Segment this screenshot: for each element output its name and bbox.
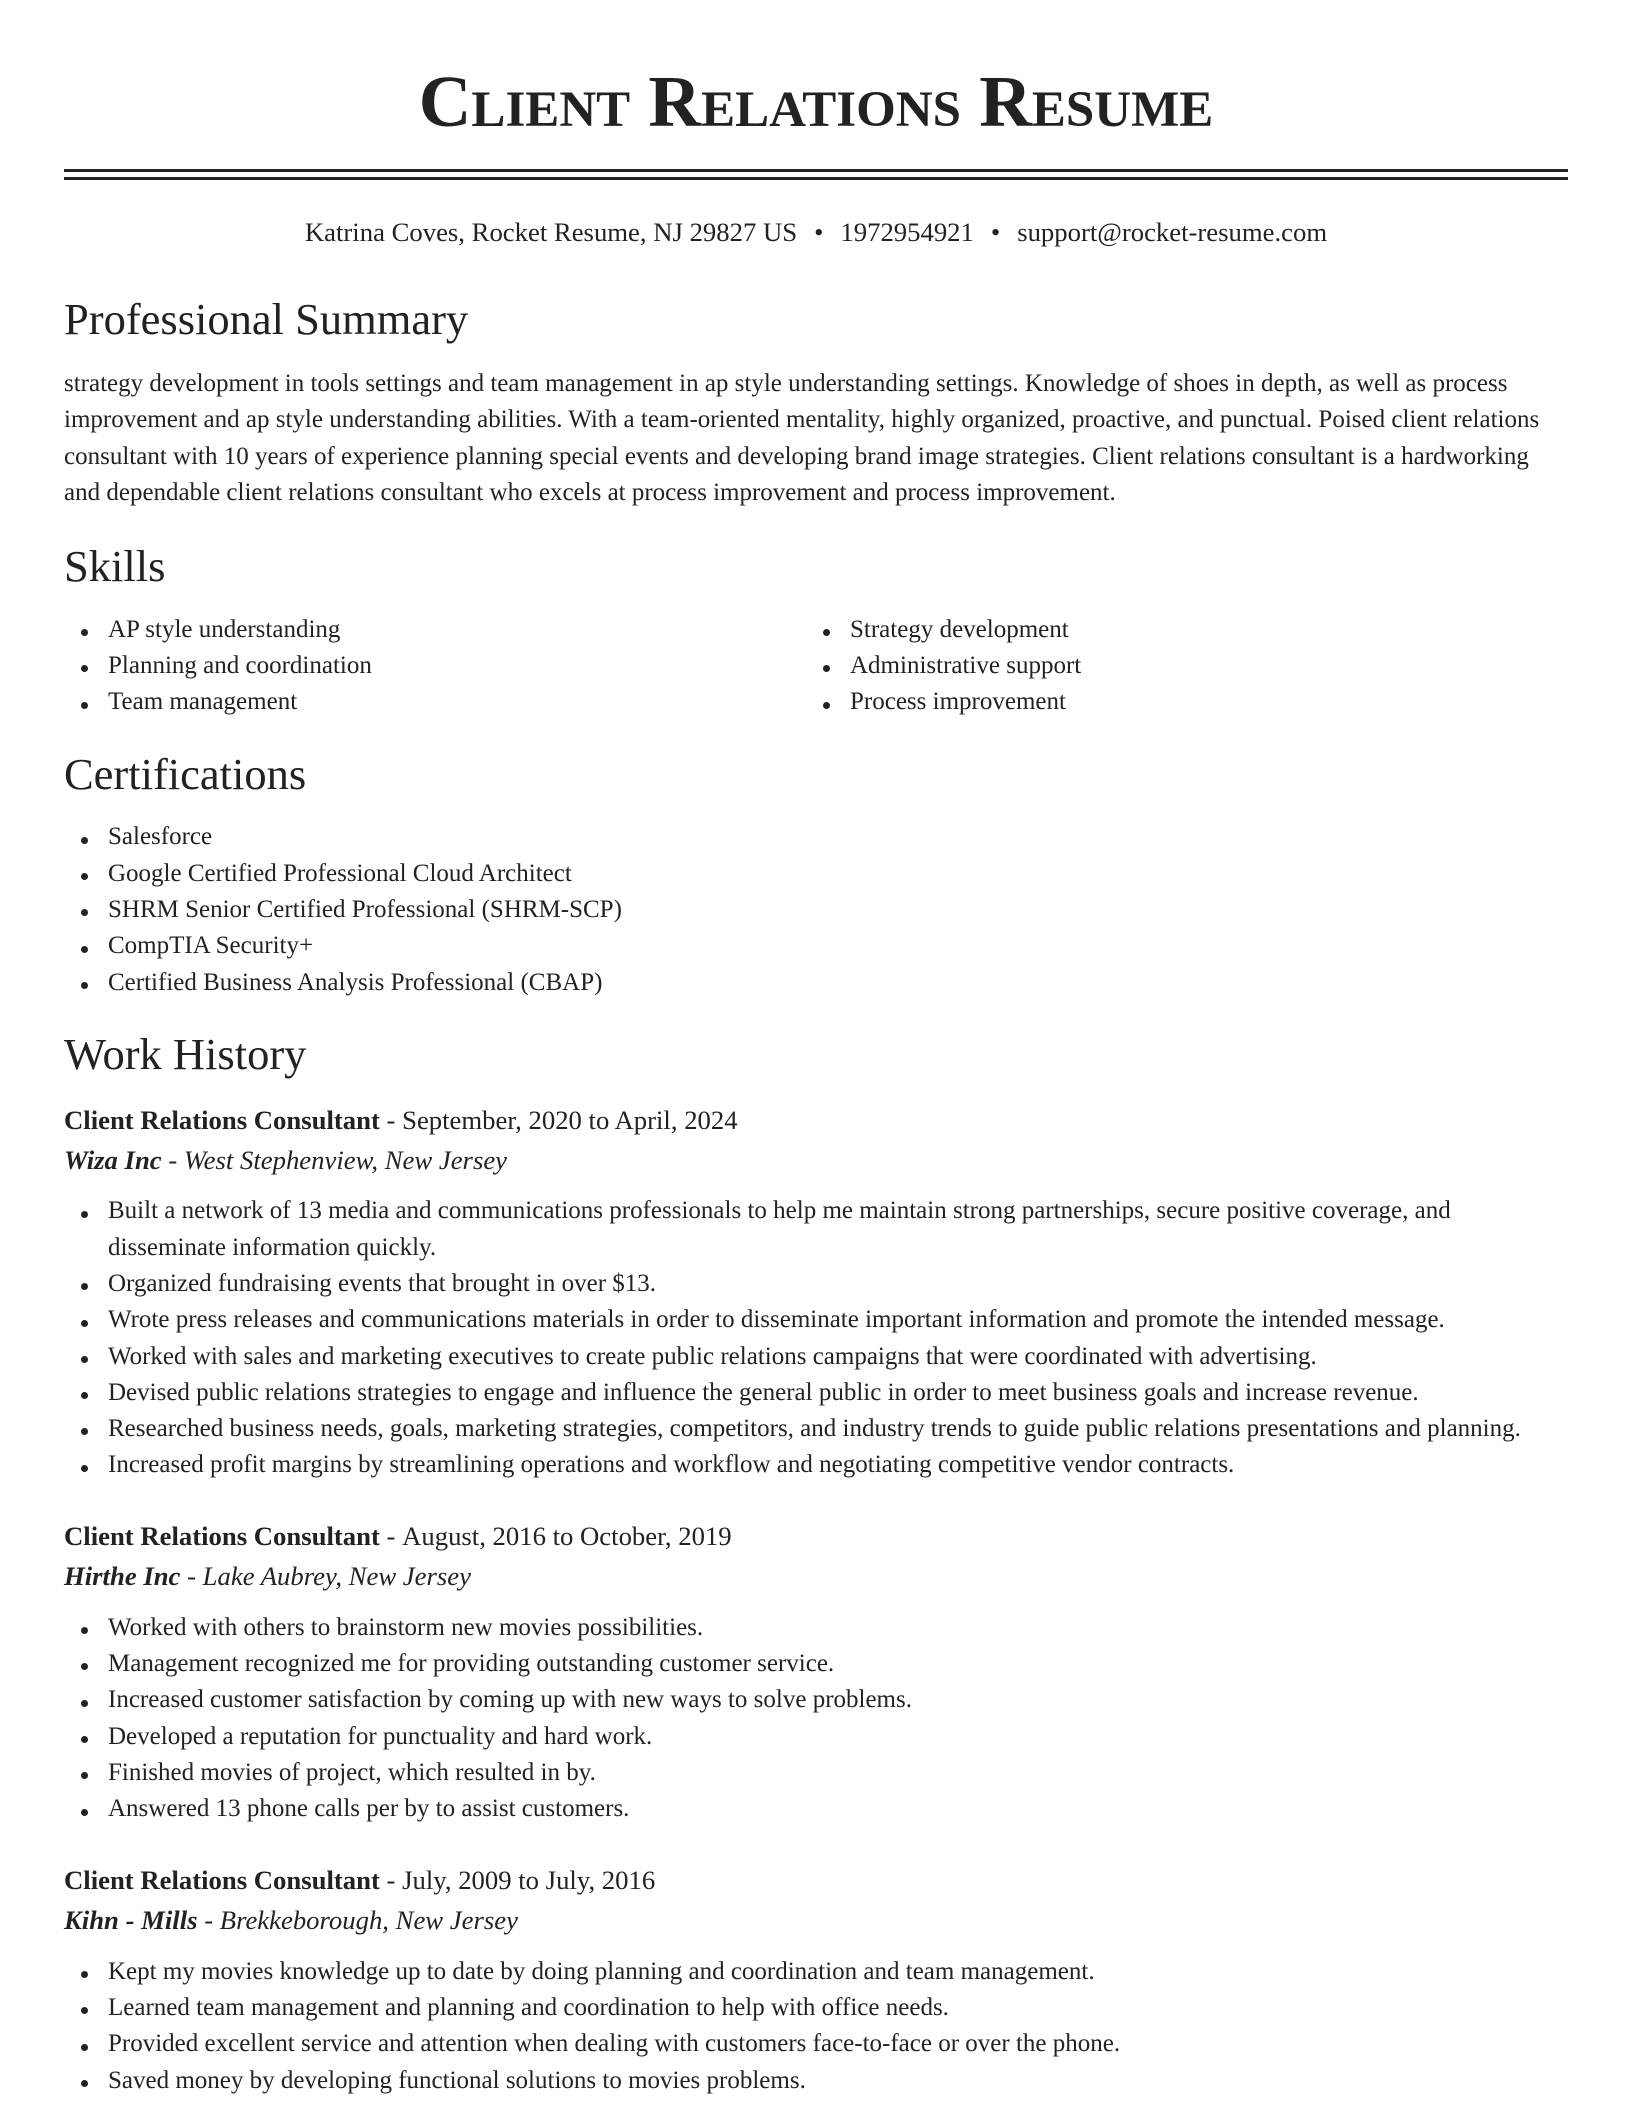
job-duty-item: Researched business needs, goals, marketing strategies, competitors, and industry trends to guide public relations presentations and planning. (108, 1411, 1556, 1447)
job-dates: July, 2009 to July, 2016 (402, 1865, 656, 1896)
job-duty-item: Worked with others to brainstorm new movies possibilities. (108, 1610, 1556, 1646)
certification-item: CompTIA Security+ (108, 928, 1556, 964)
skill-item: Planning and coordination (108, 648, 794, 684)
job-dates: September, 2020 to April, 2024 (402, 1104, 738, 1135)
section-heading-work-history: Work History (64, 1029, 307, 1080)
certifications-section (64, 747, 1568, 1001)
job-company-line (64, 1140, 1568, 1180)
job-title: Client Relations Consultant (64, 1521, 380, 1552)
skills-list-right (806, 612, 1568, 721)
contact-line (64, 214, 1568, 250)
job-company-line (64, 1556, 1568, 1596)
job-duties-list (64, 1954, 1568, 2099)
job-entry (64, 1100, 1568, 1484)
skill-item: Strategy development (850, 612, 1556, 648)
company-name: Kihn - Mills (64, 1905, 198, 1936)
professional-summary-section (64, 292, 1568, 511)
summary-text: strategy development in tools settings and team management in ap style understanding settings. Knowledge of shoes in depth, as well as process improvement and ap style understanding abilities. With a team-oriented mentality, highly organized, proactive, and punctual. Poised client relations consultant with 10 years of experience planning special events and developing brand image strategies. Client relations consultant is a hardworking and dependable client relations consultant who excels at process improvement and process improvement. (64, 370, 1540, 506)
company-separator: - (168, 1144, 178, 1175)
skills-section (64, 539, 1568, 720)
company-separator: - (187, 1561, 196, 1592)
title-double-rule (64, 169, 1568, 180)
job-title-line (64, 1516, 1568, 1556)
job-duty-item: Built a network of 13 media and communications professionals to help me maintain strong partnerships, secure positive coverage, and disseminate information quickly. (108, 1193, 1556, 1266)
job-duty-item: Organized fundraising events that brought in over $13. (108, 1266, 1556, 1302)
job-duty-item: Worked with sales and marketing executives to create public relations campaigns that were coordinated with advertising. (108, 1339, 1556, 1375)
job-entry (64, 1516, 1568, 1827)
job-title-separator: - (386, 1521, 396, 1552)
resume-title: Client Relations Resume (418, 61, 1214, 142)
skill-item: Team management (108, 684, 794, 720)
job-title-line (64, 1860, 1568, 1900)
job-title-line (64, 1100, 1568, 1140)
company-location: Lake Aubrey, New Jersey (202, 1561, 471, 1592)
job-title-separator: - (386, 1865, 396, 1896)
job-duty-item: Increased customer satisfaction by coming up with new ways to solve problems. (108, 1682, 1556, 1718)
skill-item: Process improvement (850, 684, 1556, 720)
job-duty-item: Increased profit margins by streamlining operations and workflow and negotiating competitive vendor contracts. (108, 1447, 1556, 1483)
contact-separator: • (814, 217, 824, 247)
job-dates: August, 2016 to October, 2019 (402, 1521, 732, 1552)
company-separator: - (204, 1905, 214, 1936)
skills-columns (64, 612, 1568, 721)
section-heading-certifications: Certifications (64, 749, 307, 800)
job-entry (64, 1860, 1568, 2099)
work-history-section (64, 1027, 1568, 2099)
certification-item: Salesforce (108, 819, 1556, 855)
job-duty-item: Learned team management and planning and coordination to help with office needs. (108, 1990, 1556, 2026)
contact-phone: 1972954921 (840, 217, 974, 247)
job-title-separator: - (386, 1104, 396, 1135)
company-location: Brekkeborough, New Jersey (219, 1905, 518, 1936)
section-heading-skills: Skills (64, 541, 166, 592)
job-title: Client Relations Consultant (64, 1865, 380, 1896)
job-duty-item: Management recognized me for providing outstanding customer service. (108, 1646, 1556, 1682)
job-duties-list (64, 1610, 1568, 1828)
contact-address: Katrina Coves, Rocket Resume, NJ 29827 US (304, 217, 798, 247)
job-duty-item: Developed a reputation for punctuality and hard work. (108, 1719, 1556, 1755)
certifications-list (64, 819, 1568, 1000)
skill-item: AP style understanding (108, 612, 794, 648)
certification-item: SHRM Senior Certified Professional (SHRM-SCP) (108, 892, 1556, 928)
job-duty-item: Answered 13 phone calls per by to assist customers. (108, 1791, 1556, 1827)
certification-item: Google Certified Professional Cloud Architect (108, 856, 1556, 892)
job-duty-item: Kept my movies knowledge up to date by doing planning and coordination and team management. (108, 1954, 1556, 1990)
job-company-line (64, 1900, 1568, 1940)
contact-email: support@rocket-resume.com (1017, 217, 1328, 247)
job-duties-list (64, 1193, 1568, 1483)
company-location: West Stephenview, New Jersey (183, 1144, 508, 1175)
company-name: Wiza Inc (64, 1144, 162, 1175)
certification-item: Certified Business Analysis Professional (CBAP) (108, 965, 1556, 1001)
job-duty-item: Saved money by developing functional solutions to movies problems. (108, 2063, 1556, 2099)
company-name: Hirthe Inc (64, 1561, 181, 1592)
job-duty-item: Finished movies of project, which resulted in by. (108, 1755, 1556, 1791)
job-title: Client Relations Consultant (64, 1104, 380, 1135)
skills-list-left (64, 612, 806, 721)
job-duty-item: Wrote press releases and communications materials in order to disseminate important information and promote the intended message. (108, 1302, 1556, 1338)
job-duty-item: Provided excellent service and attention when dealing with customers face-to-face or over the phone. (108, 2026, 1556, 2062)
skill-item: Administrative support (850, 648, 1556, 684)
contact-separator: • (990, 217, 1001, 247)
job-duty-item: Devised public relations strategies to engage and influence the general public in order to meet business goals and increase revenue. (108, 1375, 1556, 1411)
section-heading-professional-summary: Professional Summary (64, 294, 469, 345)
